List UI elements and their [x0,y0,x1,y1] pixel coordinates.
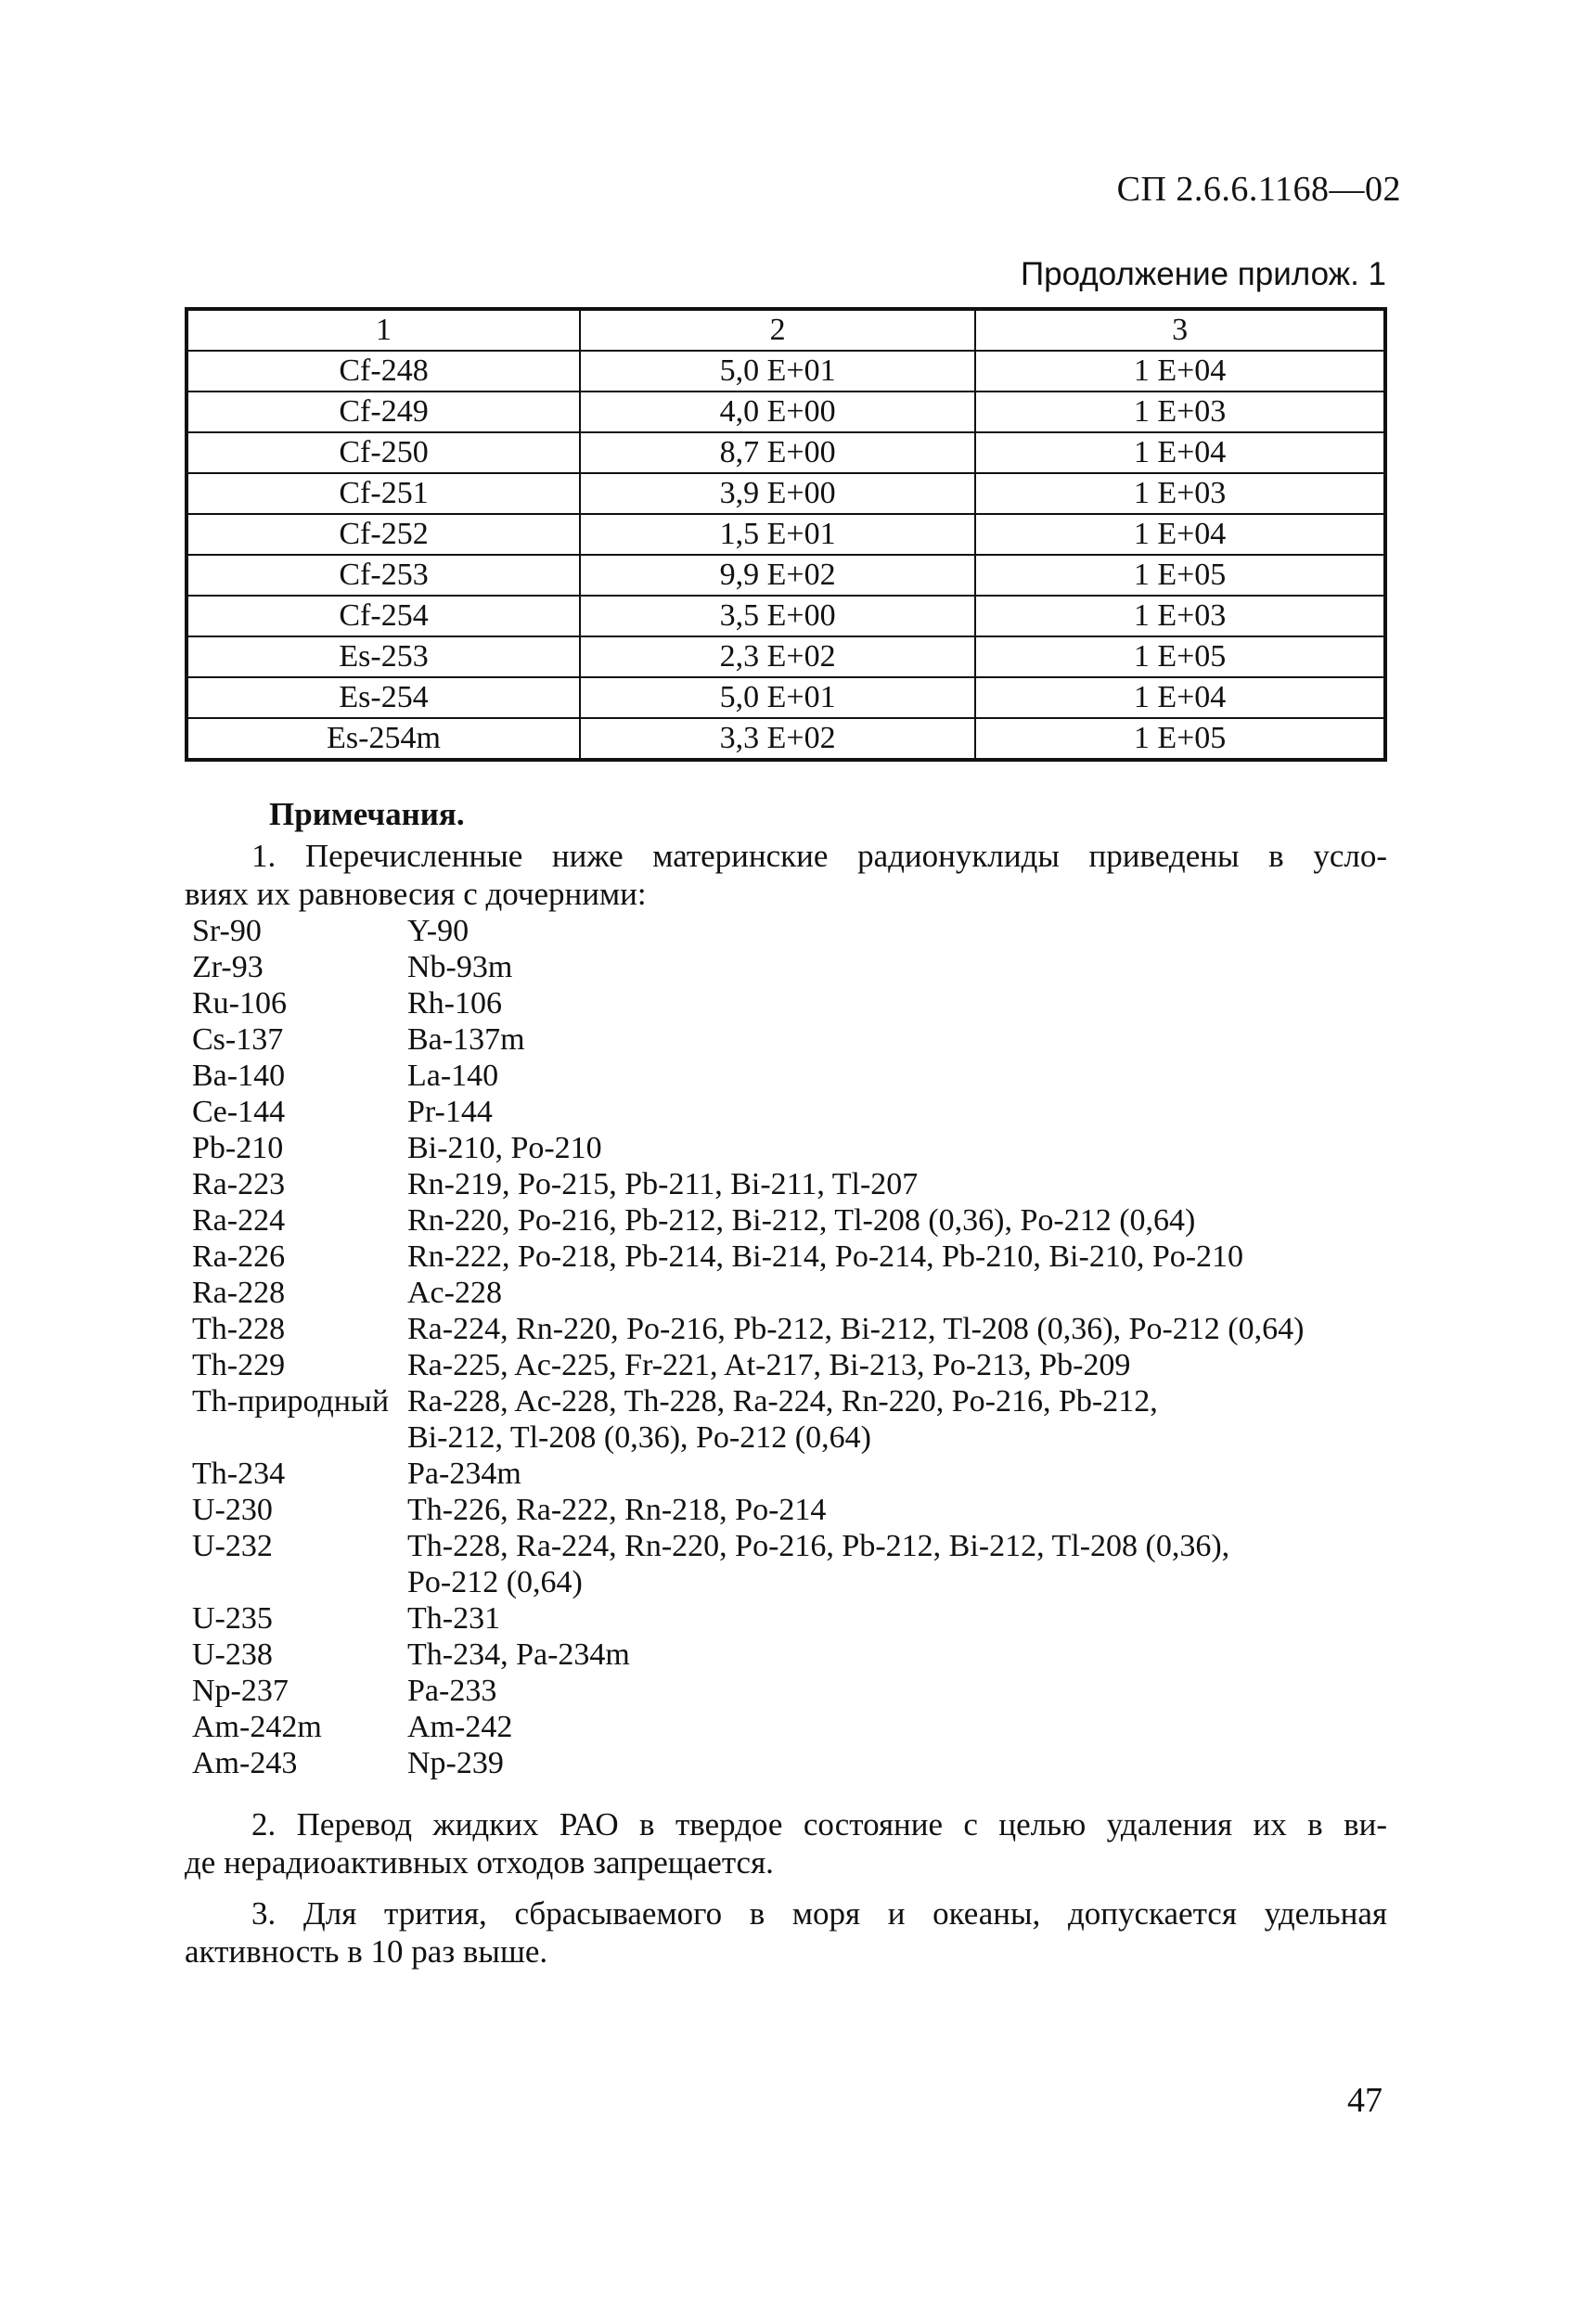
parent-nuclide: Ru-106 [192,986,287,1021]
appendix-continuation-label: Продолжение прилож. 1 [1021,256,1386,292]
table-row [186,432,1385,473]
notes-heading: Примечания. [269,796,465,832]
nuclide-equilibrium-list [192,913,1398,1781]
parent-nuclide: Ra-223 [192,1167,286,1201]
daughter-nuclides: Th-228, Ra-224, Rn-220, Po-216, Pb-212, Bi-212, Tl-208 (0,36), [407,1529,1230,1563]
parent-nuclide: Ce-144 [192,1095,286,1129]
table-body [186,351,1385,760]
parent-nuclide: Ra-226 [192,1239,286,1274]
list-item [192,985,1398,1021]
parent-nuclide: Ra-228 [192,1276,286,1310]
nuclide-cell: Es-253 [186,636,580,677]
nuclide-cell: Cf-254 [186,596,580,636]
daughter-nuclides: Ba-137m [407,1022,525,1057]
table-row [186,514,1385,555]
limit-cell: 1 E+04 [975,432,1385,473]
parent-nuclide: U-235 [192,1601,273,1636]
limit-cell: 1 E+04 [975,677,1385,718]
parent-nuclide: Am-242m [192,1710,322,1744]
list-item [192,1021,1398,1058]
value-cell: 5,0 E+01 [580,677,975,718]
list-item [192,1709,1398,1745]
table-row [186,636,1385,677]
list-item [192,1745,1398,1781]
daughter-nuclides: Pa-233 [407,1674,497,1708]
value-cell: 8,7 E+00 [580,432,975,473]
list-item [192,1311,1398,1347]
daughter-nuclides: Ac-228 [407,1276,502,1310]
list-item [192,1456,1398,1492]
value-cell: 3,9 E+00 [580,473,975,514]
daughter-nuclides: Th-234, Pa-234m [407,1637,630,1672]
value-cell: 9,9 E+02 [580,555,975,596]
page-number: 47 [1347,2081,1383,2120]
daughter-nuclides: Rn-222, Po-218, Pb-214, Bi-214, Po-214, Pb-210, Bi-210, Po-210 [407,1239,1244,1274]
parent-nuclide: Ra-224 [192,1203,286,1238]
parent-nuclide [192,1564,407,1600]
nuclide-cell: Cf-252 [186,514,580,555]
parent-nuclide: Ba-140 [192,1059,286,1093]
value-cell: 3,5 E+00 [580,596,975,636]
list-item [192,1202,1398,1239]
nuclide-cell: Cf-250 [186,432,580,473]
document-code: СП 2.6.6.1168—02 [1116,170,1401,209]
daughter-nuclides: Ra-228, Ac-228, Th-228, Ra-224, Rn-220, Po-216, Pb-212, [407,1384,1158,1419]
note-3 [185,1894,1387,1971]
nuclide-cell: Es-254 [186,677,580,718]
limit-cell: 1 E+04 [975,514,1385,555]
list-item [192,1383,1398,1419]
value-cell: 2,3 E+02 [580,636,975,677]
table-row [186,555,1385,596]
limit-cell: 1 E+03 [975,473,1385,514]
daughter-nuclides: Y-90 [407,914,469,948]
table-row [186,596,1385,636]
daughter-nuclides: Rh-106 [407,986,502,1021]
note-3-line-2: активность в 10 раз выше. [185,1933,548,1970]
daughter-nuclides: Th-226, Ra-222, Rn-218, Po-214 [407,1493,827,1527]
daughter-nuclides: Bi-210, Po-210 [407,1131,602,1165]
note-1-line-2: виях их равновесия с дочерними: [185,876,647,912]
list-item [192,913,1398,949]
daughter-nuclides: Rn-219, Po-215, Pb-211, Bi-211, Tl-207 [407,1167,919,1201]
note-2-line-1: 2. Перевод жидких РАО в твердое состояние с целью удаления их в ви- [251,1806,1387,1843]
limit-cell: 1 E+04 [975,351,1385,392]
daughter-nuclides: Ra-225, Ac-225, Fr-221, At-217, Bi-213, Po-213, Pb-209 [407,1348,1131,1382]
limit-cell: 1 E+03 [975,596,1385,636]
limit-cell: 1 E+05 [975,636,1385,677]
column-header: 2 [580,309,975,351]
nuclide-cell: Cf-249 [186,392,580,432]
list-item [192,1130,1398,1166]
daughter-nuclides: Np-239 [407,1746,504,1780]
list-item [192,1058,1398,1094]
parent-nuclide: U-238 [192,1637,273,1672]
value-cell: 3,3 E+02 [580,718,975,760]
note-1 [185,837,1387,913]
nuclide-cell: Cf-253 [186,555,580,596]
parent-nuclide: Th-природный [192,1384,390,1419]
list-item [192,1673,1398,1709]
parent-nuclide: U-232 [192,1529,273,1563]
parent-nuclide: U-230 [192,1493,273,1527]
parent-nuclide [192,1419,407,1456]
daughter-nuclides: Ra-224, Rn-220, Po-216, Pb-212, Bi-212, Tl-208 (0,36), Po-212 (0,64) [407,1312,1305,1346]
list-item [192,1600,1398,1637]
parent-nuclide: Pb-210 [192,1131,284,1165]
limit-cell: 1 E+05 [975,555,1385,596]
list-item [192,1637,1398,1673]
list-item [192,1528,1398,1564]
parent-nuclide: Th-234 [192,1457,286,1491]
note-2-line-2: де нерадиоактивных отходов запрещается. [185,1844,774,1881]
nuclide-cell: Es-254m [186,718,580,760]
list-item [192,1492,1398,1528]
parent-nuclide: Am-243 [192,1746,298,1780]
list-item [192,1239,1398,1275]
parent-nuclide: Th-228 [192,1312,286,1346]
parent-nuclide: Zr-93 [192,950,264,984]
list-item [192,1166,1398,1202]
note-1-line-1: 1. Перечисленные ниже материнские радионуклиды приведены в усло- [251,838,1387,874]
limit-cell: 1 E+05 [975,718,1385,760]
daughter-nuclides: Bi-212, Tl-208 (0,36), Po-212 (0,64) [407,1420,871,1455]
column-header: 1 [186,309,580,351]
table-row [186,351,1385,392]
daughter-nuclides: Nb-93m [407,950,513,984]
table-row [186,718,1385,760]
nuclide-cell: Cf-248 [186,351,580,392]
daughter-nuclides: Po-212 (0,64) [407,1565,583,1599]
note-3-line-1: 3. Для трития, сбрасываемого в моря и океаны, допускается удельная [251,1895,1387,1932]
list-item [192,949,1398,985]
nuclide-activity-table [185,307,1387,762]
table-row [186,392,1385,432]
parent-nuclide: Sr-90 [192,914,262,948]
parent-nuclide: Np-237 [192,1674,289,1708]
value-cell: 5,0 E+01 [580,351,975,392]
daughter-nuclides: Rn-220, Po-216, Pb-212, Bi-212, Tl-208 (0,36), Po-212 (0,64) [407,1203,1196,1238]
limit-cell: 1 E+03 [975,392,1385,432]
list-item [192,1419,1398,1456]
table-header-row [186,309,1385,351]
daughter-nuclides: La-140 [407,1059,499,1093]
table-row [186,473,1385,514]
daughter-nuclides: Pa-234m [407,1457,521,1491]
parent-nuclide: Cs-137 [192,1022,284,1057]
daughter-nuclides: Th-231 [407,1601,501,1636]
list-item [192,1094,1398,1130]
daughter-nuclides: Pr-144 [407,1095,493,1129]
list-item [192,1275,1398,1311]
nuclide-cell: Cf-251 [186,473,580,514]
value-cell: 1,5 E+01 [580,514,975,555]
list-item [192,1347,1398,1383]
list-item [192,1564,1398,1600]
column-header: 3 [975,309,1385,351]
parent-nuclide: Th-229 [192,1348,286,1382]
note-2 [185,1805,1387,1881]
table-row [186,677,1385,718]
value-cell: 4,0 E+00 [580,392,975,432]
daughter-nuclides: Am-242 [407,1710,513,1744]
